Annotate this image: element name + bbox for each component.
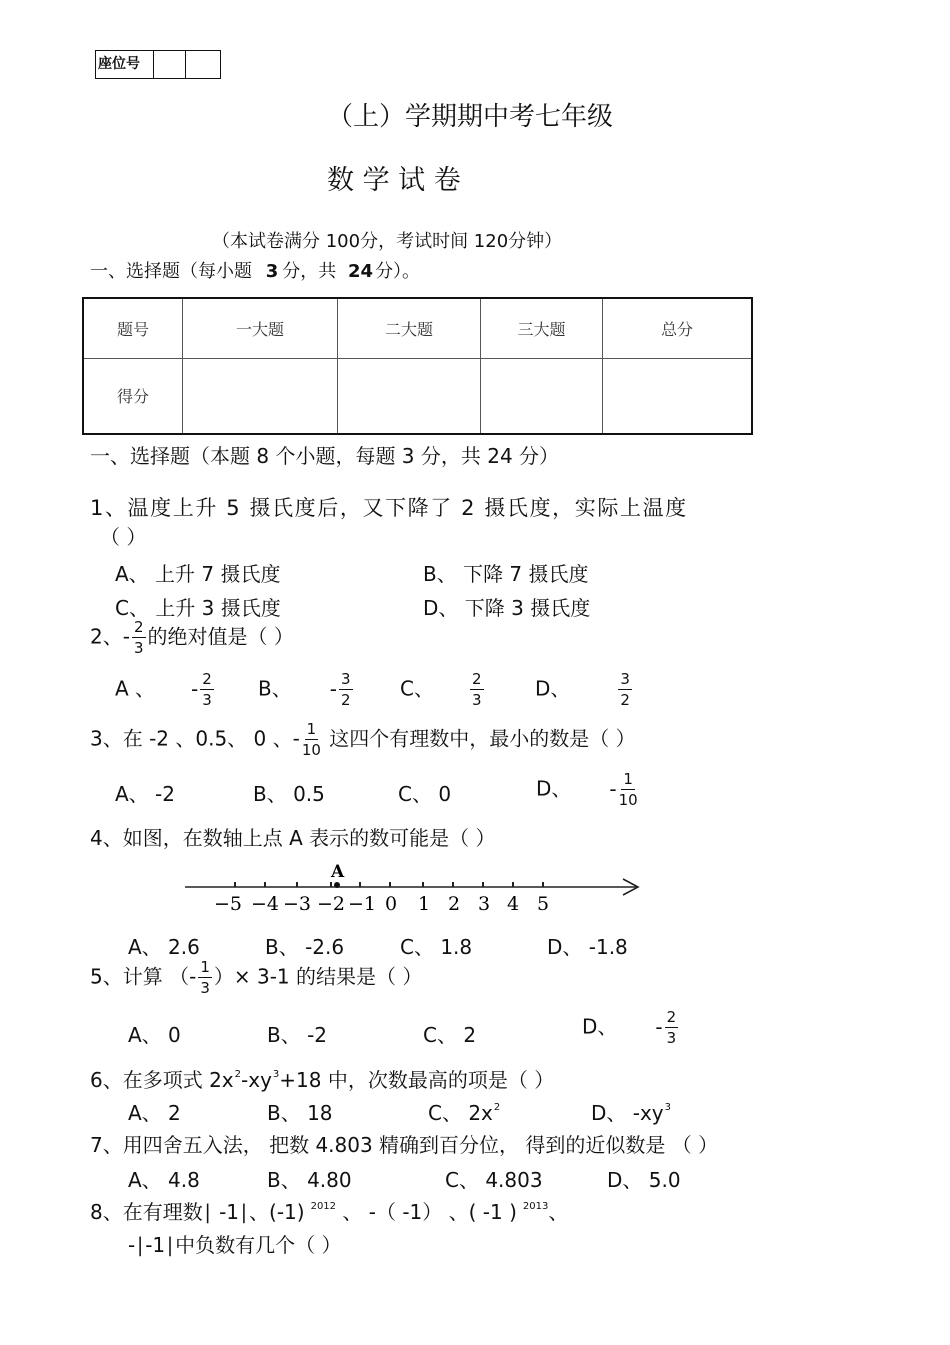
score-table — [82, 297, 753, 435]
question-8-stem: 8、在有理数∣ -1∣、(-1) $^{2012}$ 、 -（ -1） 、( -1 ) $^{2013}$、 — [90, 1200, 569, 1224]
question-1-option-a: A、 上升 7 摄氏度 — [115, 562, 281, 586]
question-5-stem: 5、计算 （- $\frac{1}{3}$ ）× 3-1 的结果是（ ） — [90, 958, 423, 997]
tick-label: −2 — [316, 893, 346, 915]
question-4-stem: 4、如图，在数轴上点 A 表示的数可能是（ ） — [90, 826, 496, 850]
seat-digit-box — [186, 51, 220, 78]
tick-label: 2 — [447, 893, 461, 915]
tick-label: 4 — [506, 893, 520, 915]
score-row-label: 得分 — [83, 358, 183, 434]
point-a-label: A — [331, 862, 345, 882]
question-6-option-a: A、 2 — [128, 1101, 181, 1125]
question-5-option-a: A、 0 — [128, 1023, 181, 1047]
exam-subtitle: 数 学 试 卷 — [327, 165, 461, 196]
score-cell[interactable] — [481, 358, 603, 434]
question-3-stem: 3、在 -2 、0.5、 0 、- $\frac{1}{10}$ 这四个有理数中，最小的数是（ ） — [90, 720, 636, 759]
fraction: $\frac{2}{3}$ — [133, 618, 144, 657]
question-3-option-a: A、 -2 — [115, 782, 175, 806]
tick-label: 1 — [417, 893, 431, 915]
tick-label: 3 — [477, 893, 491, 915]
seat-label: 座位号 — [96, 51, 154, 78]
question-4-option-d: D、 -1.8 — [547, 935, 628, 959]
question-7-option-b: B、 4.80 — [267, 1168, 352, 1192]
score-header-cell: 总分 — [603, 298, 753, 358]
question-4-option-c: C、 1.8 — [400, 935, 473, 959]
question-1-option-b: B、 下降 7 摄氏度 — [423, 562, 589, 586]
question-1-option-d: D、 下降 3 摄氏度 — [423, 596, 591, 620]
question-7-option-a: A、 4.8 — [128, 1168, 200, 1192]
question-5-option-c: C、 2 — [423, 1023, 477, 1047]
number-line — [180, 855, 650, 920]
tick-label: −5 — [213, 893, 243, 915]
score-header-cell: 二大题 — [338, 298, 481, 358]
tick-label: −3 — [282, 893, 312, 915]
score-cell[interactable] — [338, 358, 481, 434]
score-header-cell: 题号 — [83, 298, 183, 358]
point-a-marker — [334, 882, 340, 888]
question-3-option-c: C、 0 — [398, 782, 452, 806]
seat-digit-box — [154, 51, 186, 78]
question-5-option-d: D、 - $\frac{2}{3}$ — [582, 1008, 677, 1047]
question-3-option-d: D、 - $\frac{1}{10}$ — [536, 770, 638, 809]
score-header-cell: 三大题 — [481, 298, 603, 358]
tick-label: 5 — [536, 893, 550, 915]
question-1-option-c: C、 上升 3 摄氏度 — [115, 596, 281, 620]
question-7-stem: 7、用四舍五入法， 把数 4.803 精确到百分位， 得到的近似数是 （ ） — [90, 1133, 719, 1157]
question-7-option-c: C、 4.803 — [445, 1168, 543, 1192]
score-cell[interactable] — [183, 358, 338, 434]
question-1-paren: （ ） — [100, 525, 147, 549]
tick-label: 0 — [384, 893, 398, 915]
question-2-stem: 2、- $\frac{2}{3}$ 的绝对值是（ ） — [90, 618, 294, 657]
question-6-option-b: B、 18 — [267, 1101, 333, 1125]
exam-note: （本试卷满分 100分，考试时间 120分钟） — [212, 231, 563, 252]
question-2-option-b: B、 - $\frac{3}{2}$ — [258, 670, 351, 709]
question-8-stem-line2: -∣-1∣中负数有几个（ ） — [128, 1233, 342, 1257]
tick-label: −1 — [347, 893, 377, 915]
seat-number-box — [95, 50, 221, 79]
question-3-option-b: B、 0.5 — [253, 782, 325, 806]
tick-label: −4 — [250, 893, 280, 915]
score-cell[interactable] — [603, 358, 753, 434]
score-header-cell: 一大题 — [183, 298, 338, 358]
question-5-option-b: B、 -2 — [267, 1023, 328, 1047]
question-6-option-c: C、 $2x^2$ — [428, 1101, 501, 1125]
question-1-stem: 1、温度上升 5 摄氏度后，又下降了 2 摄氏度，实际上温度 — [90, 496, 688, 520]
question-2-option-a: A 、 - $\frac{2}{3}$ — [115, 670, 212, 709]
exam-title: （上）学期期中考七年级 — [327, 102, 614, 132]
question-6-option-d: D、 $-xy^3$ — [591, 1101, 672, 1125]
section-title: 一、选择题（本题 8 个小题，每题 3 分，共 24 分） — [90, 444, 560, 468]
tick-labels — [214, 893, 549, 915]
question-2-option-c: C、 $\frac{2}{3}$ — [400, 670, 482, 709]
question-2-option-d: D、 $\frac{3}{2}$ — [535, 670, 630, 709]
question-4-option-b: B、 -2.6 — [265, 935, 345, 959]
question-4-option-a: A、 2.6 — [128, 935, 200, 959]
section-heading: 一、选择题（每小题 3 分，共 24 分）。 — [90, 261, 421, 282]
question-6-stem: 6、在多项式 $2x^2-xy^3+18$ 中，次数最高的项是（ ） — [90, 1068, 555, 1092]
question-7-option-d: D、 5.0 — [607, 1168, 681, 1192]
